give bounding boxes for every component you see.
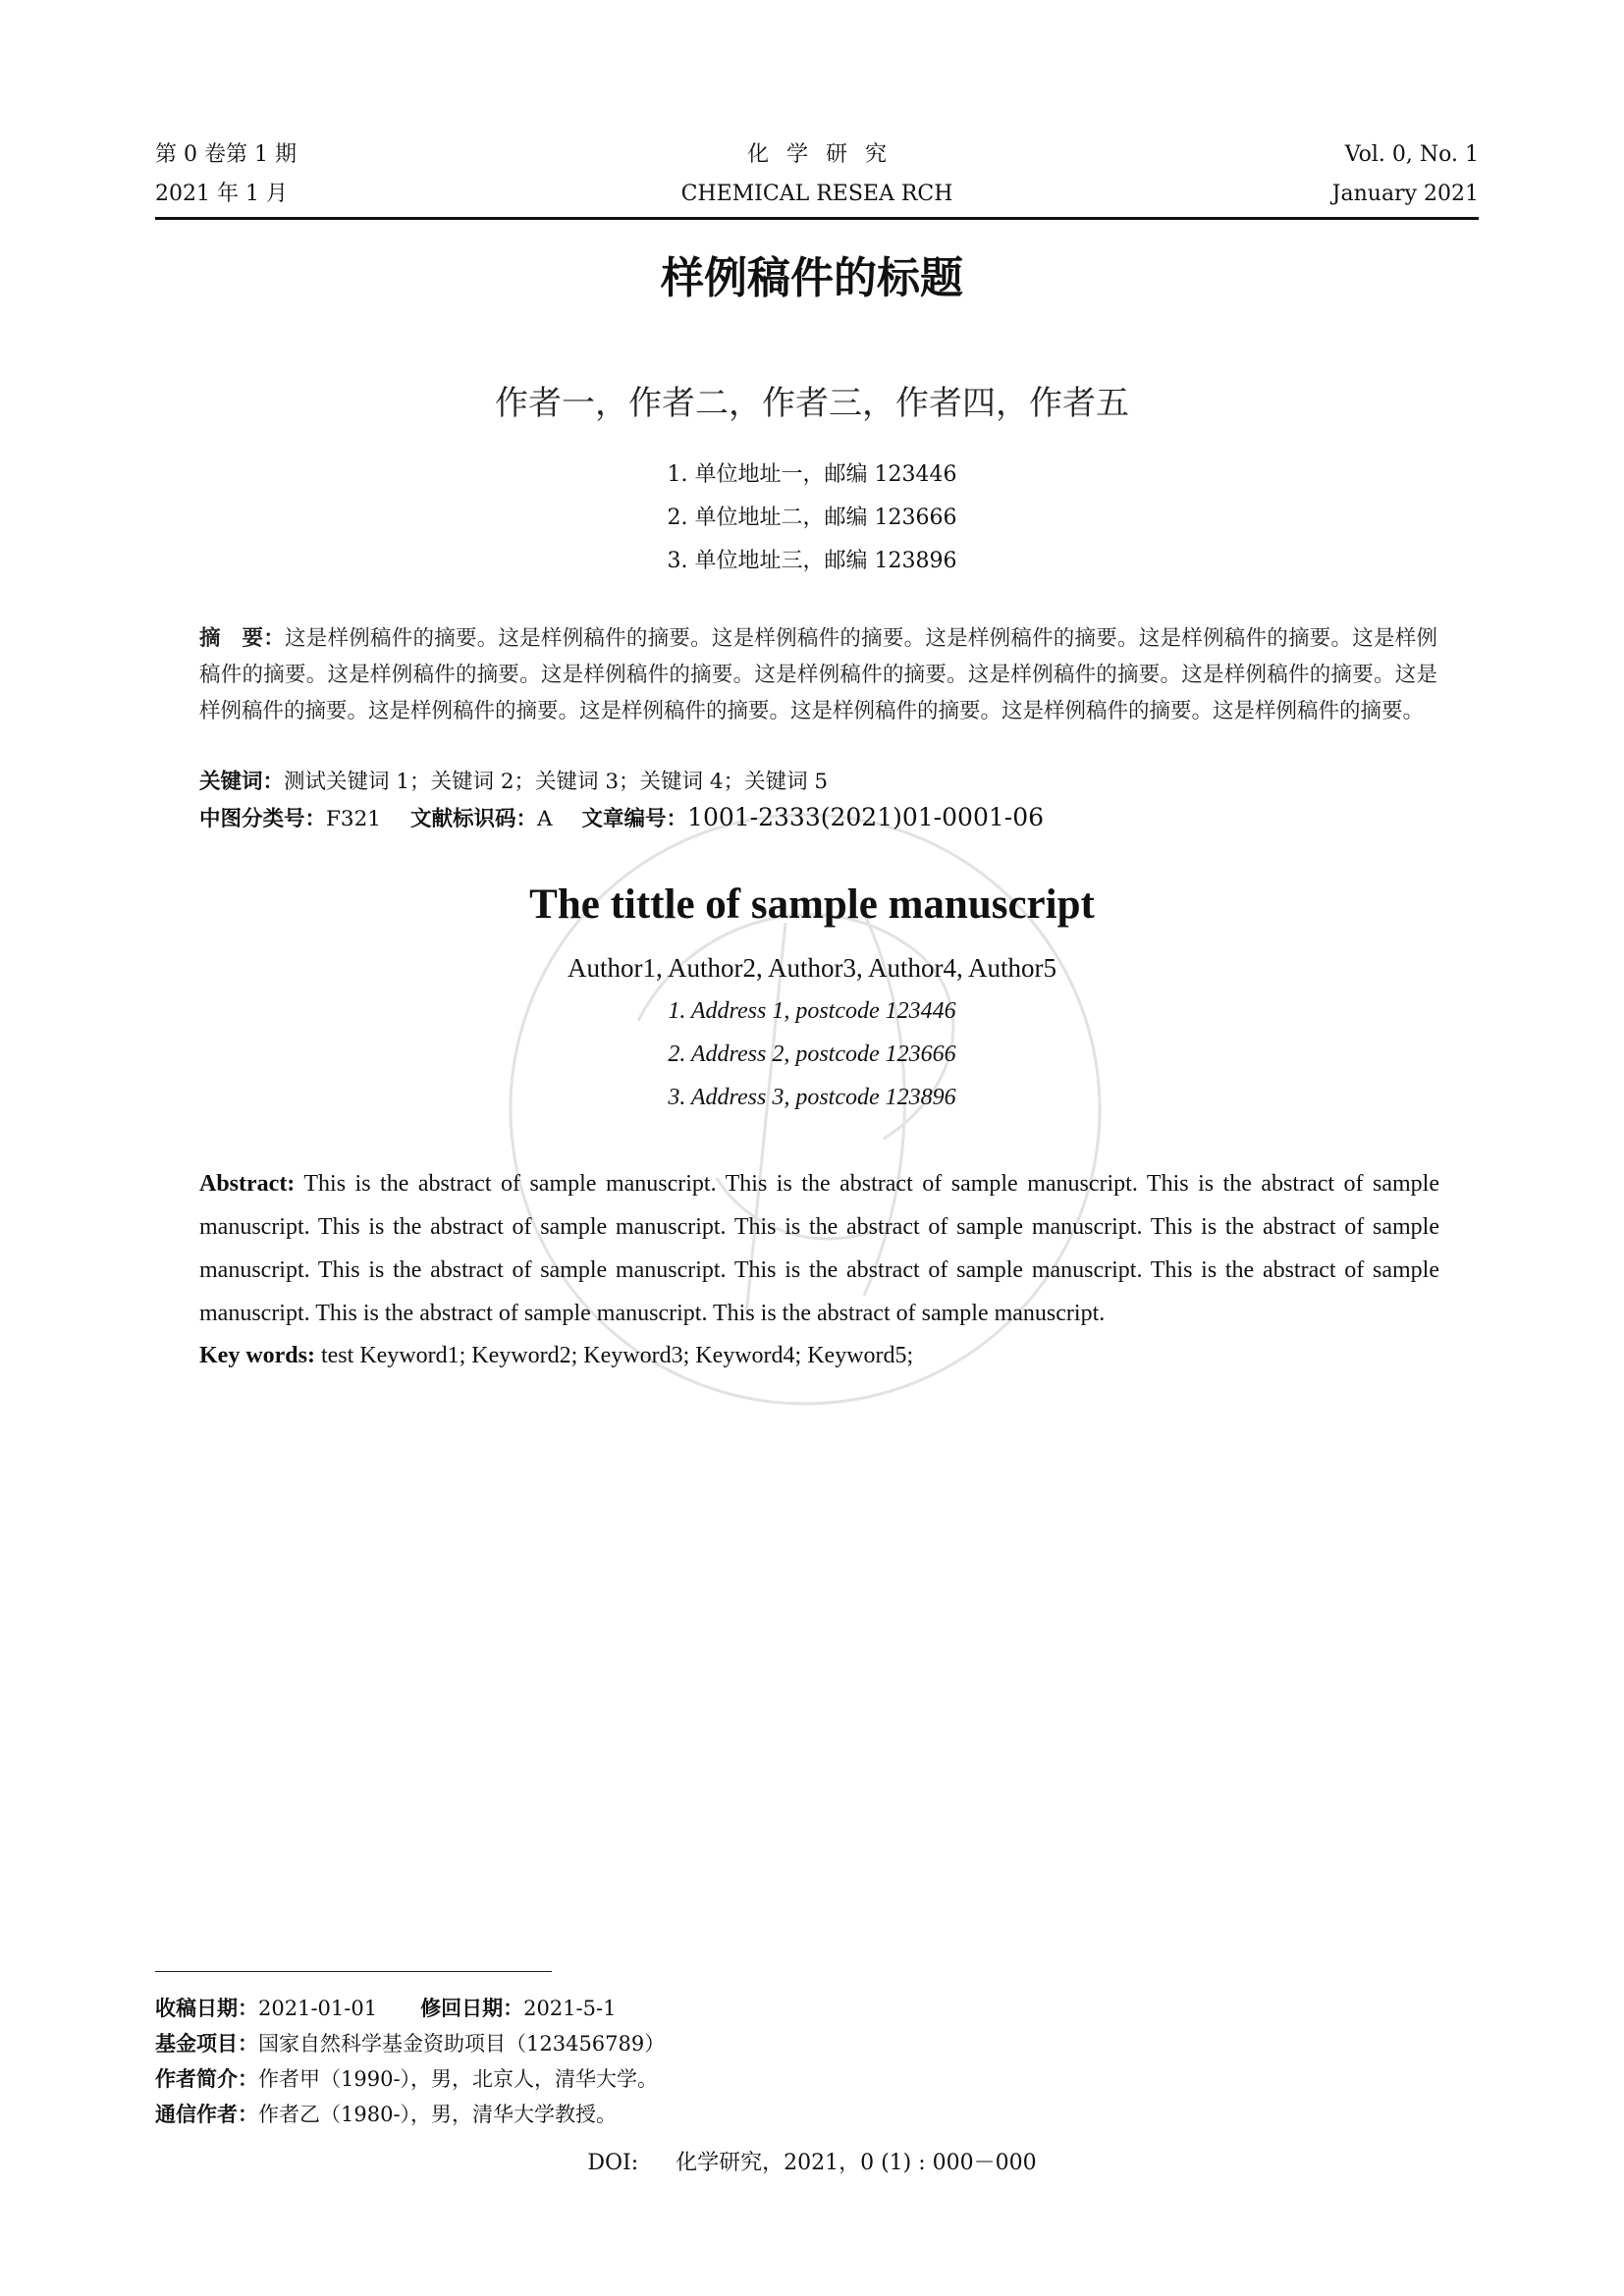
doc-code-label: 文献标识码： (409, 807, 537, 831)
abstract-text-cn: 这是样例稿件的摘要。这是样例稿件的摘要。这是样例稿件的摘要。这是样例稿件的摘要。这是样例稿件的摘要。这是样例稿件的摘要。这是样例稿件的摘要。这是样例稿件的摘要。这是样例稿件的摘要。这是样例稿件的摘要。这是样例稿件的摘要。这是样例稿件的摘要。这是样例稿件的摘要。这是样例稿件的摘要。这是样例稿件的摘要。这是样例稿件的摘要。这是样例稿件的摘要。 (199, 626, 1437, 723)
footnote-dates (155, 1991, 665, 2026)
keywords-cn (199, 764, 828, 800)
keywords-label-en: Key words: (199, 1343, 315, 1368)
issue-date-en: January 2021 (1331, 182, 1479, 206)
abstract-text-en: This is the abstract of sample manuscript. This is the abstract of sample manuscript. This is the abstract of sample manuscript. This is the abstract of sample manuscript. This is the abstract of sample manuscript. This is the abstract of sample manuscript. This is the abstract of sample manuscript. This is the abstract of sample manuscript. This is the abstract of sample manuscript. This is the abstract of sample manuscript. This is the abstract of sample manuscript. (199, 1171, 1439, 1326)
received-value: 2021-01-01 (258, 1997, 378, 2020)
classification-line (199, 799, 1044, 837)
received-label: 收稿日期： (155, 1997, 258, 2020)
keywords-en (199, 1334, 913, 1377)
journal-name-en: CHEMICAL RESEA RCH (680, 182, 953, 206)
issue-date-cn: 2021 年 1 月 (155, 182, 288, 206)
doi-citation: 化学研究，2021，0 (1) : 000－000 (676, 2151, 1037, 2175)
affiliation-en: 1. Address 1, postcode 123446 (668, 998, 956, 1024)
author-list-cn: 作者一，作者二，作者三，作者四，作者五 (495, 384, 1129, 423)
footnote-fund (155, 2026, 665, 2061)
abstract-label-en: Abstract: (199, 1171, 296, 1197)
header-divider (155, 217, 1479, 220)
clc-value: F321 (326, 807, 381, 831)
abstract-en (199, 1162, 1439, 1335)
footnote-divider (155, 1971, 552, 1972)
author-list-en: Author1, Author2, Author3, Author4, Author5 (568, 953, 1056, 983)
affiliation-cn: 3. 单位地址三，邮编 123896 (667, 549, 957, 573)
journal-header (155, 135, 1479, 218)
footnotes (155, 1991, 665, 2132)
doc-code-value: A (537, 807, 553, 831)
abstract-cn (199, 620, 1437, 729)
fund-label: 基金项目： (155, 2032, 258, 2056)
footnote-author-bio (155, 2061, 665, 2097)
article-no-label: 文章编号： (581, 807, 688, 831)
abstract-label-cn: 摘 要： (199, 626, 285, 651)
paper-title-cn: 样例稿件的标题 (661, 253, 963, 303)
bio-label: 作者简介： (155, 2067, 258, 2091)
volume-issue: 第 0 卷第 1 期 (155, 142, 297, 167)
paper-title-en: The tittle of sample manuscript (529, 881, 1095, 928)
doi-label: DOI: (587, 2151, 639, 2175)
article-no-value: 1001-2333(2021)01-0001-06 (687, 803, 1045, 831)
clc-label: 中图分类号： (199, 807, 327, 831)
fund-value: 国家自然科学基金资助项目（123456789） (258, 2032, 666, 2056)
affiliation-list-cn (0, 454, 1624, 583)
affiliation-en: 2. Address 2, postcode 123666 (668, 1041, 956, 1067)
corresponding-value: 作者乙（1980-），男，清华大学教授。 (258, 2103, 618, 2126)
affiliation-en: 3. Address 3, postcode 123896 (668, 1085, 956, 1110)
affiliation-list-en (0, 989, 1624, 1119)
journal-name-cn (155, 135, 1479, 175)
keywords-text-en: test Keyword1; Keyword2; Keyword3; Keyword4; Keyword5; (320, 1343, 914, 1368)
volume-issue-en: Vol. 0, No. 1 (1344, 142, 1479, 167)
keywords-text-cn: 测试关键词 1；关键词 2；关键词 3；关键词 4；关键词 5 (284, 770, 829, 794)
journal-name-cn-text: 化学研究 (746, 142, 904, 167)
keywords-label-cn: 关键词： (199, 770, 285, 794)
revised-label: 修回日期： (420, 1997, 524, 2020)
doi-line (0, 2146, 1624, 2181)
corresponding-label: 通信作者： (155, 2103, 258, 2126)
affiliation-cn: 2. 单位地址二，邮编 123666 (667, 506, 957, 530)
revised-value: 2021-5-1 (523, 1997, 617, 2020)
footnote-corresponding (155, 2097, 665, 2132)
bio-value: 作者甲（1990-），男，北京人，清华大学。 (258, 2067, 659, 2091)
affiliation-cn: 1. 单位地址一，邮编 123446 (667, 462, 957, 487)
